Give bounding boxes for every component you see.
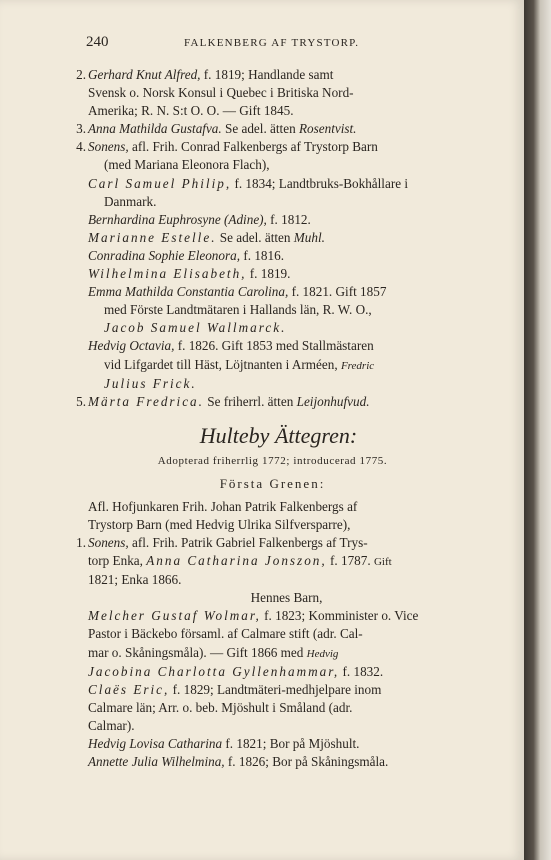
line: Amerika; R. N. S:t O. O. — Gift 1845.	[88, 103, 294, 119]
line: Jacob Samuel Wallmarck.	[104, 320, 287, 336]
line: Calmar).	[88, 717, 135, 733]
entry-2: 2. Gerhard Knut Alfred, f. 1819; Handlande samt	[76, 67, 334, 82]
page-number: 240	[86, 34, 109, 50]
line: Danmark.	[104, 193, 157, 209]
line: Conradina Sophie Eleonora, f. 1816.	[88, 247, 284, 263]
page-header	[86, 34, 504, 52]
entry-4: 4. Sonens, afl. Frih. Conrad Falkenbergs af Trystorp Barn	[76, 139, 378, 155]
line: Hennes Barn,	[250, 590, 323, 606]
section-subtitle: Adopterad friherrlig 1772; introducerad 1775.	[157, 454, 388, 467]
branch-heading: Första Grenen:	[219, 475, 326, 491]
line: torp Enka, Anna Catharina Jonszon, f. 1787. Gift	[88, 553, 392, 569]
line: med Förste Landtmätaren i Hallands län, R. W. O.,	[104, 302, 372, 318]
section-title: Hulteby Ättegren:	[199, 422, 358, 448]
body-text	[60, 66, 485, 771]
line: Annette Julia Wilhelmina, f. 1826; Bor på Skåningsmåla.	[88, 754, 389, 770]
line: (med Mariana Eleonora Flach),	[104, 157, 270, 173]
line: Claës Eric, f. 1829; Landtmäteri-medhjelpare inom	[88, 681, 382, 697]
line: Melcher Gustaf Wolmar, f. 1823; Komminister o. Vice	[88, 608, 419, 624]
line: 1821; Enka 1866.	[88, 572, 182, 588]
page-edge	[524, 0, 551, 860]
line: Marianne Estelle. Se adel. ätten Muhl.	[88, 229, 325, 245]
running-title: FALKENBERG AF TRYSTORP.	[184, 37, 360, 49]
line: Julius Frick.	[104, 375, 197, 391]
line: vid Lifgardet till Häst, Löjtnanten i Arméen, Fredric	[104, 356, 375, 372]
line: Carl Samuel Philip, f. 1834; Landtbruks-Bokhållare i	[88, 175, 409, 191]
line: Bernhardina Euphrosyne (Adine), f. 1812.	[88, 211, 311, 227]
line: Hedvig Octavia, f. 1826. Gift 1853 med Stallmästaren	[88, 338, 374, 354]
line: Hedvig Lovisa Catharina f. 1821; Bor på Mjöshult.	[88, 736, 360, 751]
line: Calmare län; Arr. o. beb. Mjöshult i Småland (adr.	[88, 699, 353, 715]
line: Afl. Hofjunkaren Frih. Johan Patrik Falkenbergs af	[88, 498, 358, 514]
line: Pastor i Bäckebo församl. af Calmare stift (adr. Cal-	[88, 626, 363, 642]
entry-5: 5. Märta Fredrica. Se friherrl. ätten Leijonhufvud.	[76, 393, 370, 409]
entry-1: 1. Sonens, afl. Frih. Patrik Gabriel Falkenbergs af Trys-	[76, 534, 368, 550]
line: Wilhelmina Elisabeth, f. 1819.	[88, 266, 291, 282]
line: Jacobina Charlotta Gyllenhammar, f. 1832.	[88, 663, 384, 679]
line: Svensk o. Norsk Konsul i Quebec i Britiska Nord-	[88, 85, 354, 101]
line: Trystorp Barn (med Hedvig Ulrika Silfversparre),	[88, 516, 351, 532]
entry-3: 3. Anna Mathilda Gustafva. Se adel. ätten Rosentvist.	[76, 121, 357, 137]
line: Emma Mathilda Constantia Carolina, f. 1821. Gift 1857	[88, 284, 387, 300]
line: mar o. Skåningsmåla). — Gift 1866 med Hedvig	[88, 644, 339, 660]
